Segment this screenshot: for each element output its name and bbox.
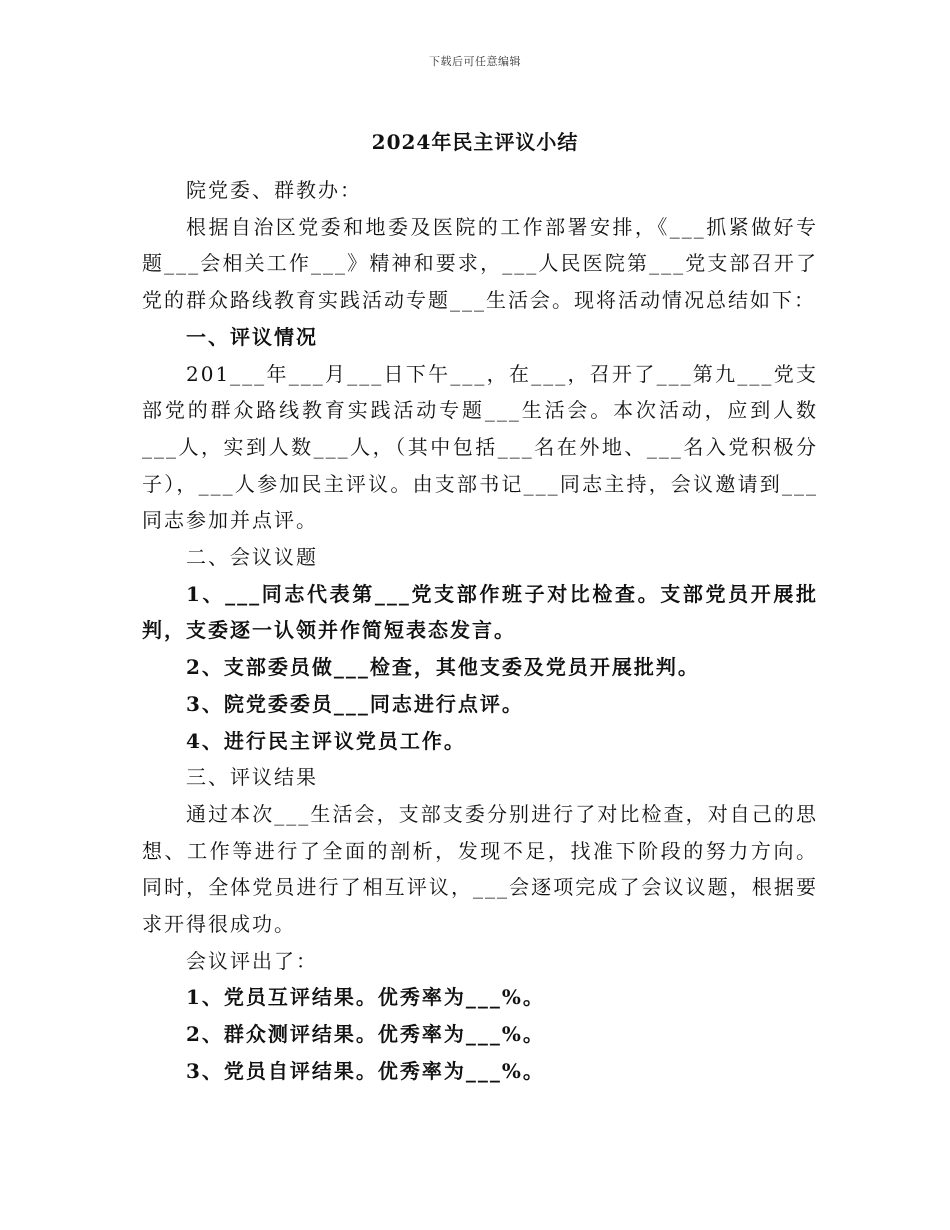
salutation: 院党委、群教办： bbox=[186, 178, 362, 202]
intro-paragraph: 根据自治区党委和地委及医院的工作部署安排，《___抓紧做好专题___会相关工作___》精神和要求，___人民医院第___党支部召开了党的群众路线教育实践活动专题___生活会。现将活动情况总结如下： bbox=[142, 214, 818, 313]
result-item-3: 3、党员自评结果。优秀率为___%。 bbox=[186, 1058, 545, 1083]
section-heading-3: 三、评议结果 bbox=[186, 765, 318, 790]
results-paragraph: 通过本次___生活会，支部支委分别进行了对比检查，对自己的思想、工作等进行了全面的剖析，发现不足，找准下阶段的努力方向。同时，全体党员进行了相互评议，___会逐项完成了会议议题，根据要求开得很成功。 bbox=[142, 801, 818, 937]
result-item-1: 1、党员互评结果。优秀率为___%。 bbox=[186, 985, 545, 1010]
agenda-item-3: 3、院党委委员___同志进行点评。 bbox=[186, 691, 524, 716]
document-title: 2024年民主评议小结 bbox=[371, 130, 579, 154]
agenda-item-4: 4、进行民主评议党员工作。 bbox=[186, 728, 466, 753]
results-intro: 会议评出了： bbox=[186, 948, 318, 973]
agenda-item-2: 2、支部委员做___检查，其他支委及党员开展批判。 bbox=[186, 655, 700, 680]
document-body bbox=[142, 172, 818, 1090]
section-heading-1: 一、评议情况 bbox=[186, 324, 318, 349]
result-item-2: 2、群众测评结果。优秀率为___%。 bbox=[186, 1022, 545, 1047]
agenda-item-1: 1、___同志代表第___党支部作班子对比检查。支部党员开展批判，支委逐一认领并作简短表态发言。 bbox=[142, 581, 818, 643]
header-note: 下载后可任意编辑 bbox=[429, 55, 521, 68]
evaluation-paragraph: 201___年___月___日下午___，在___，召开了___第九___党支部党的群众路线教育实践活动专题___生活会。本次活动，应到人数___人，实到人数___人，（其中包括___名在外地、___名入党积极分子），___人参加民主评议。由支部书记___同志主持，会议邀请到___同志参加并点评。 bbox=[142, 361, 818, 533]
section-heading-2: 二、会议议题 bbox=[186, 545, 318, 570]
